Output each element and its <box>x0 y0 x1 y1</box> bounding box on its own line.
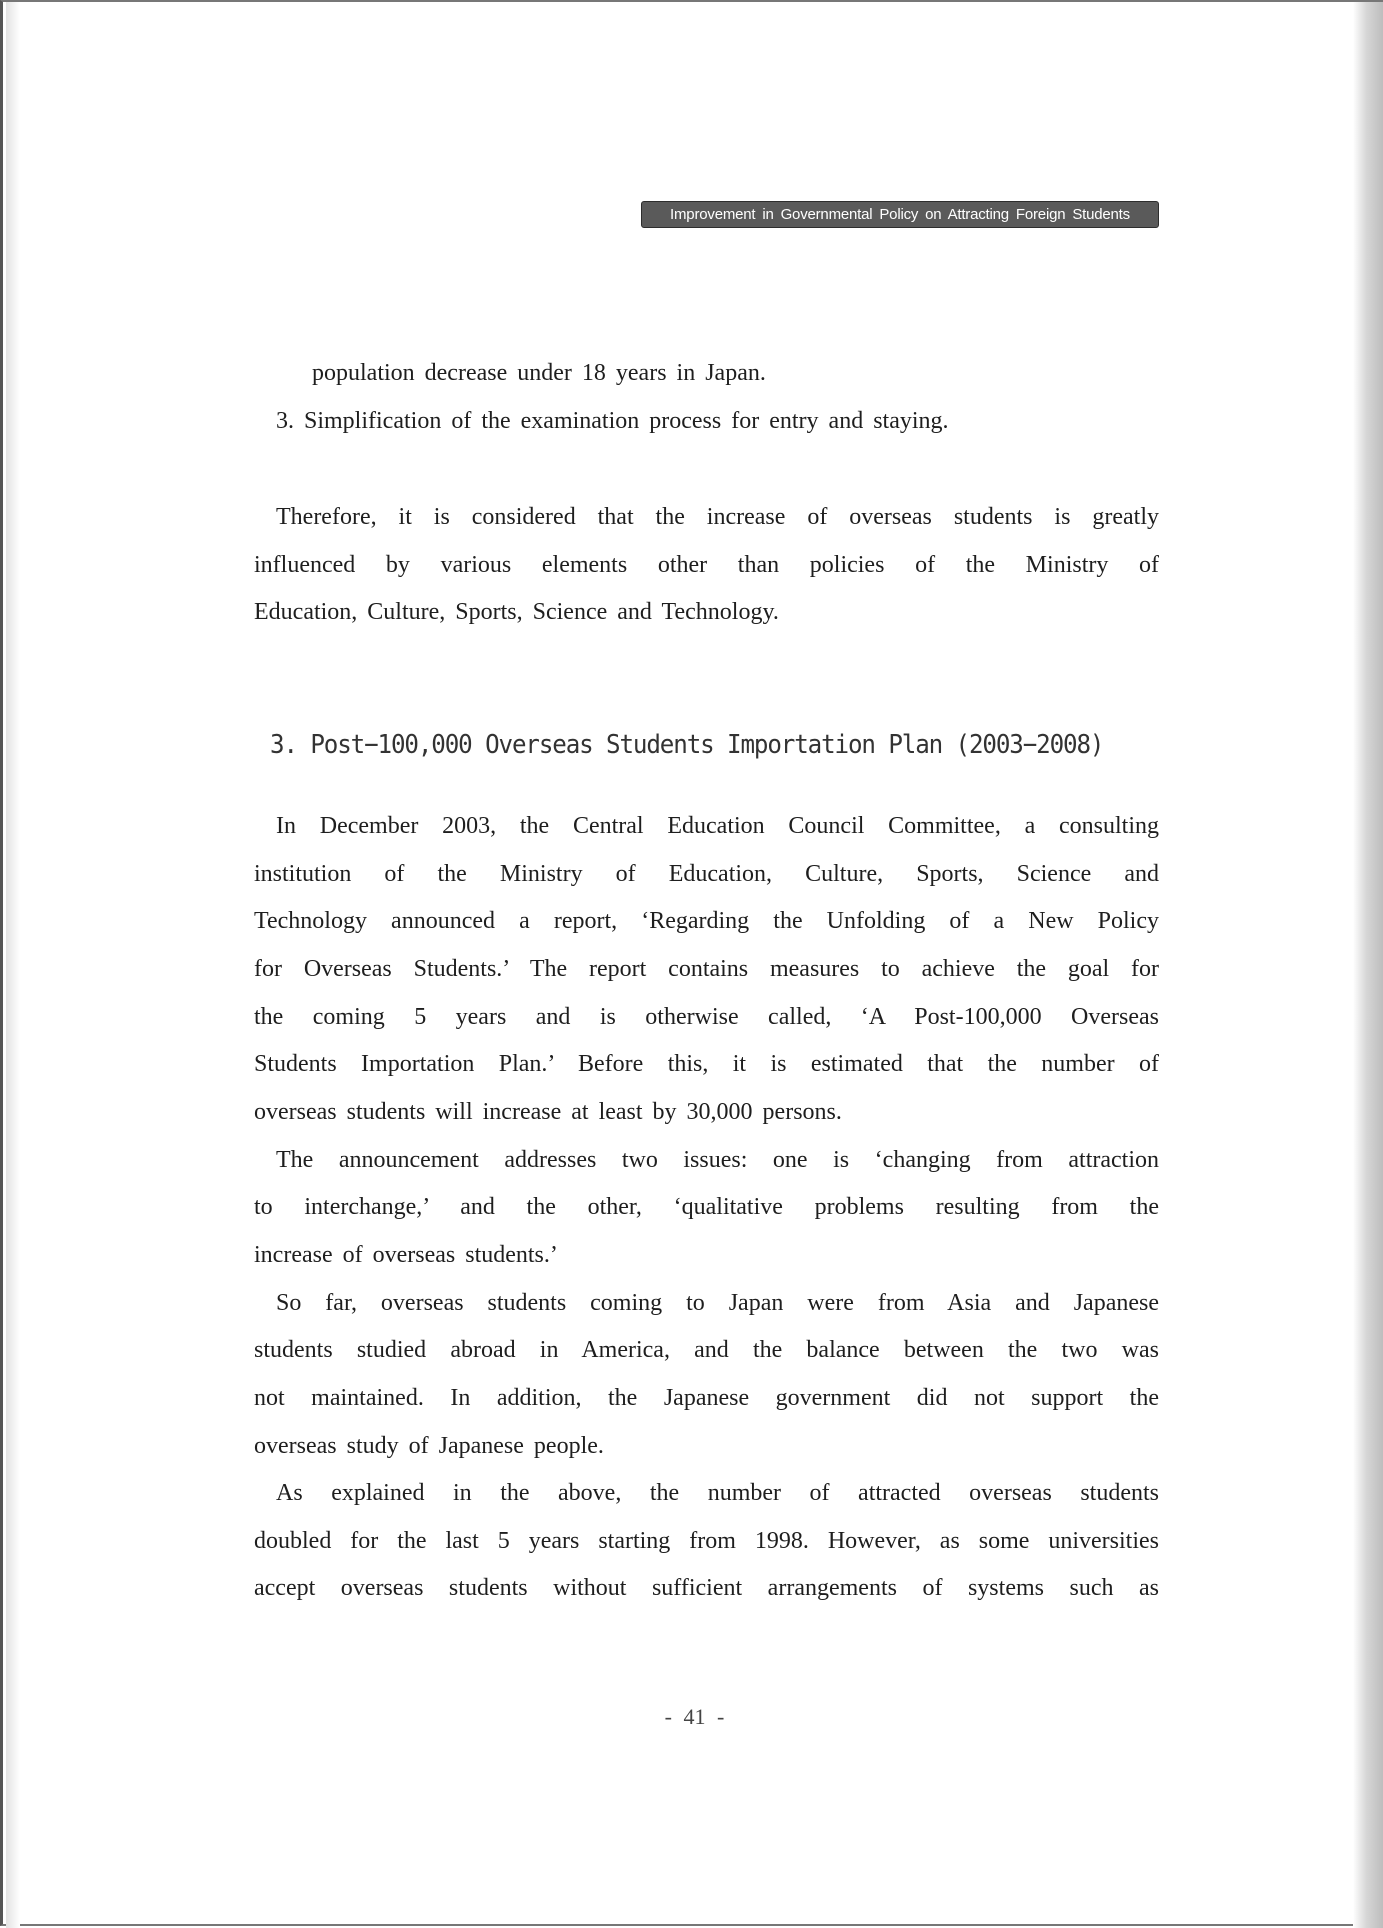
paragraph-line: institution of the Ministry of Education, Culture, Sports, Science and <box>254 861 1159 887</box>
paragraph-line: Therefore, it is considered that the increase of overseas students is greatly <box>276 504 1159 530</box>
paragraph-line: influenced by various elements other than policies of the Ministry of <box>254 552 1159 578</box>
section-heading: 3. Post−100,000 Overseas Students Importation Plan (2003−2008) <box>270 730 1104 760</box>
paragraph-line: Education, Culture, Sports, Science and Technology. <box>254 599 779 625</box>
text-line: population decrease under 18 years in Japan. <box>312 360 766 386</box>
paragraph-line: In December 2003, the Central Education Council Committee, a consulting <box>276 813 1159 839</box>
paragraph-line: Students Importation Plan.’ Before this, it is estimated that the number of <box>254 1051 1159 1077</box>
paragraph-line: overseas students will increase at least by 30,000 persons. <box>254 1099 842 1125</box>
paragraph-line: to interchange,’ and the other, ‘qualitative problems resulting from the <box>254 1194 1159 1220</box>
page-number: - 41 - <box>664 1704 725 1729</box>
paragraph-line: doubled for the last 5 years starting from 1998. However, as some universities <box>254 1528 1159 1554</box>
paragraph-line: So far, overseas students coming to Japan were from Asia and Japanese <box>276 1290 1159 1316</box>
paragraph-line: for Overseas Students.’ The report contains measures to achieve the goal for <box>254 956 1159 982</box>
list-item-3: 3. Simplification of the examination process for entry and staying. <box>276 408 949 434</box>
paragraph-line: As explained in the above, the number of attracted overseas students <box>276 1480 1159 1506</box>
paragraph-line: The announcement addresses two issues: one is ‘changing from attraction <box>276 1147 1159 1173</box>
paragraph-line: students studied abroad in America, and the balance between the two was <box>254 1337 1159 1363</box>
paragraph-line: not maintained. In addition, the Japanese government did not support the <box>254 1385 1159 1411</box>
paragraph-line: increase of overseas students.’ <box>254 1242 558 1268</box>
page-edge-shadow <box>1353 2 1383 1928</box>
running-header-banner: Improvement in Governmental Policy on Attracting Foreign Students <box>641 201 1159 228</box>
paragraph-line: overseas study of Japanese people. <box>254 1433 604 1459</box>
paragraph-line: Technology announced a report, ‘Regarding the Unfolding of a New Policy <box>254 908 1159 934</box>
paragraph-line: the coming 5 years and is otherwise called, ‘A Post-100,000 Overseas <box>254 1004 1159 1030</box>
page-left-edge <box>6 2 20 1928</box>
paragraph-line: accept overseas students without sufficient arrangements of systems such as <box>254 1575 1159 1601</box>
